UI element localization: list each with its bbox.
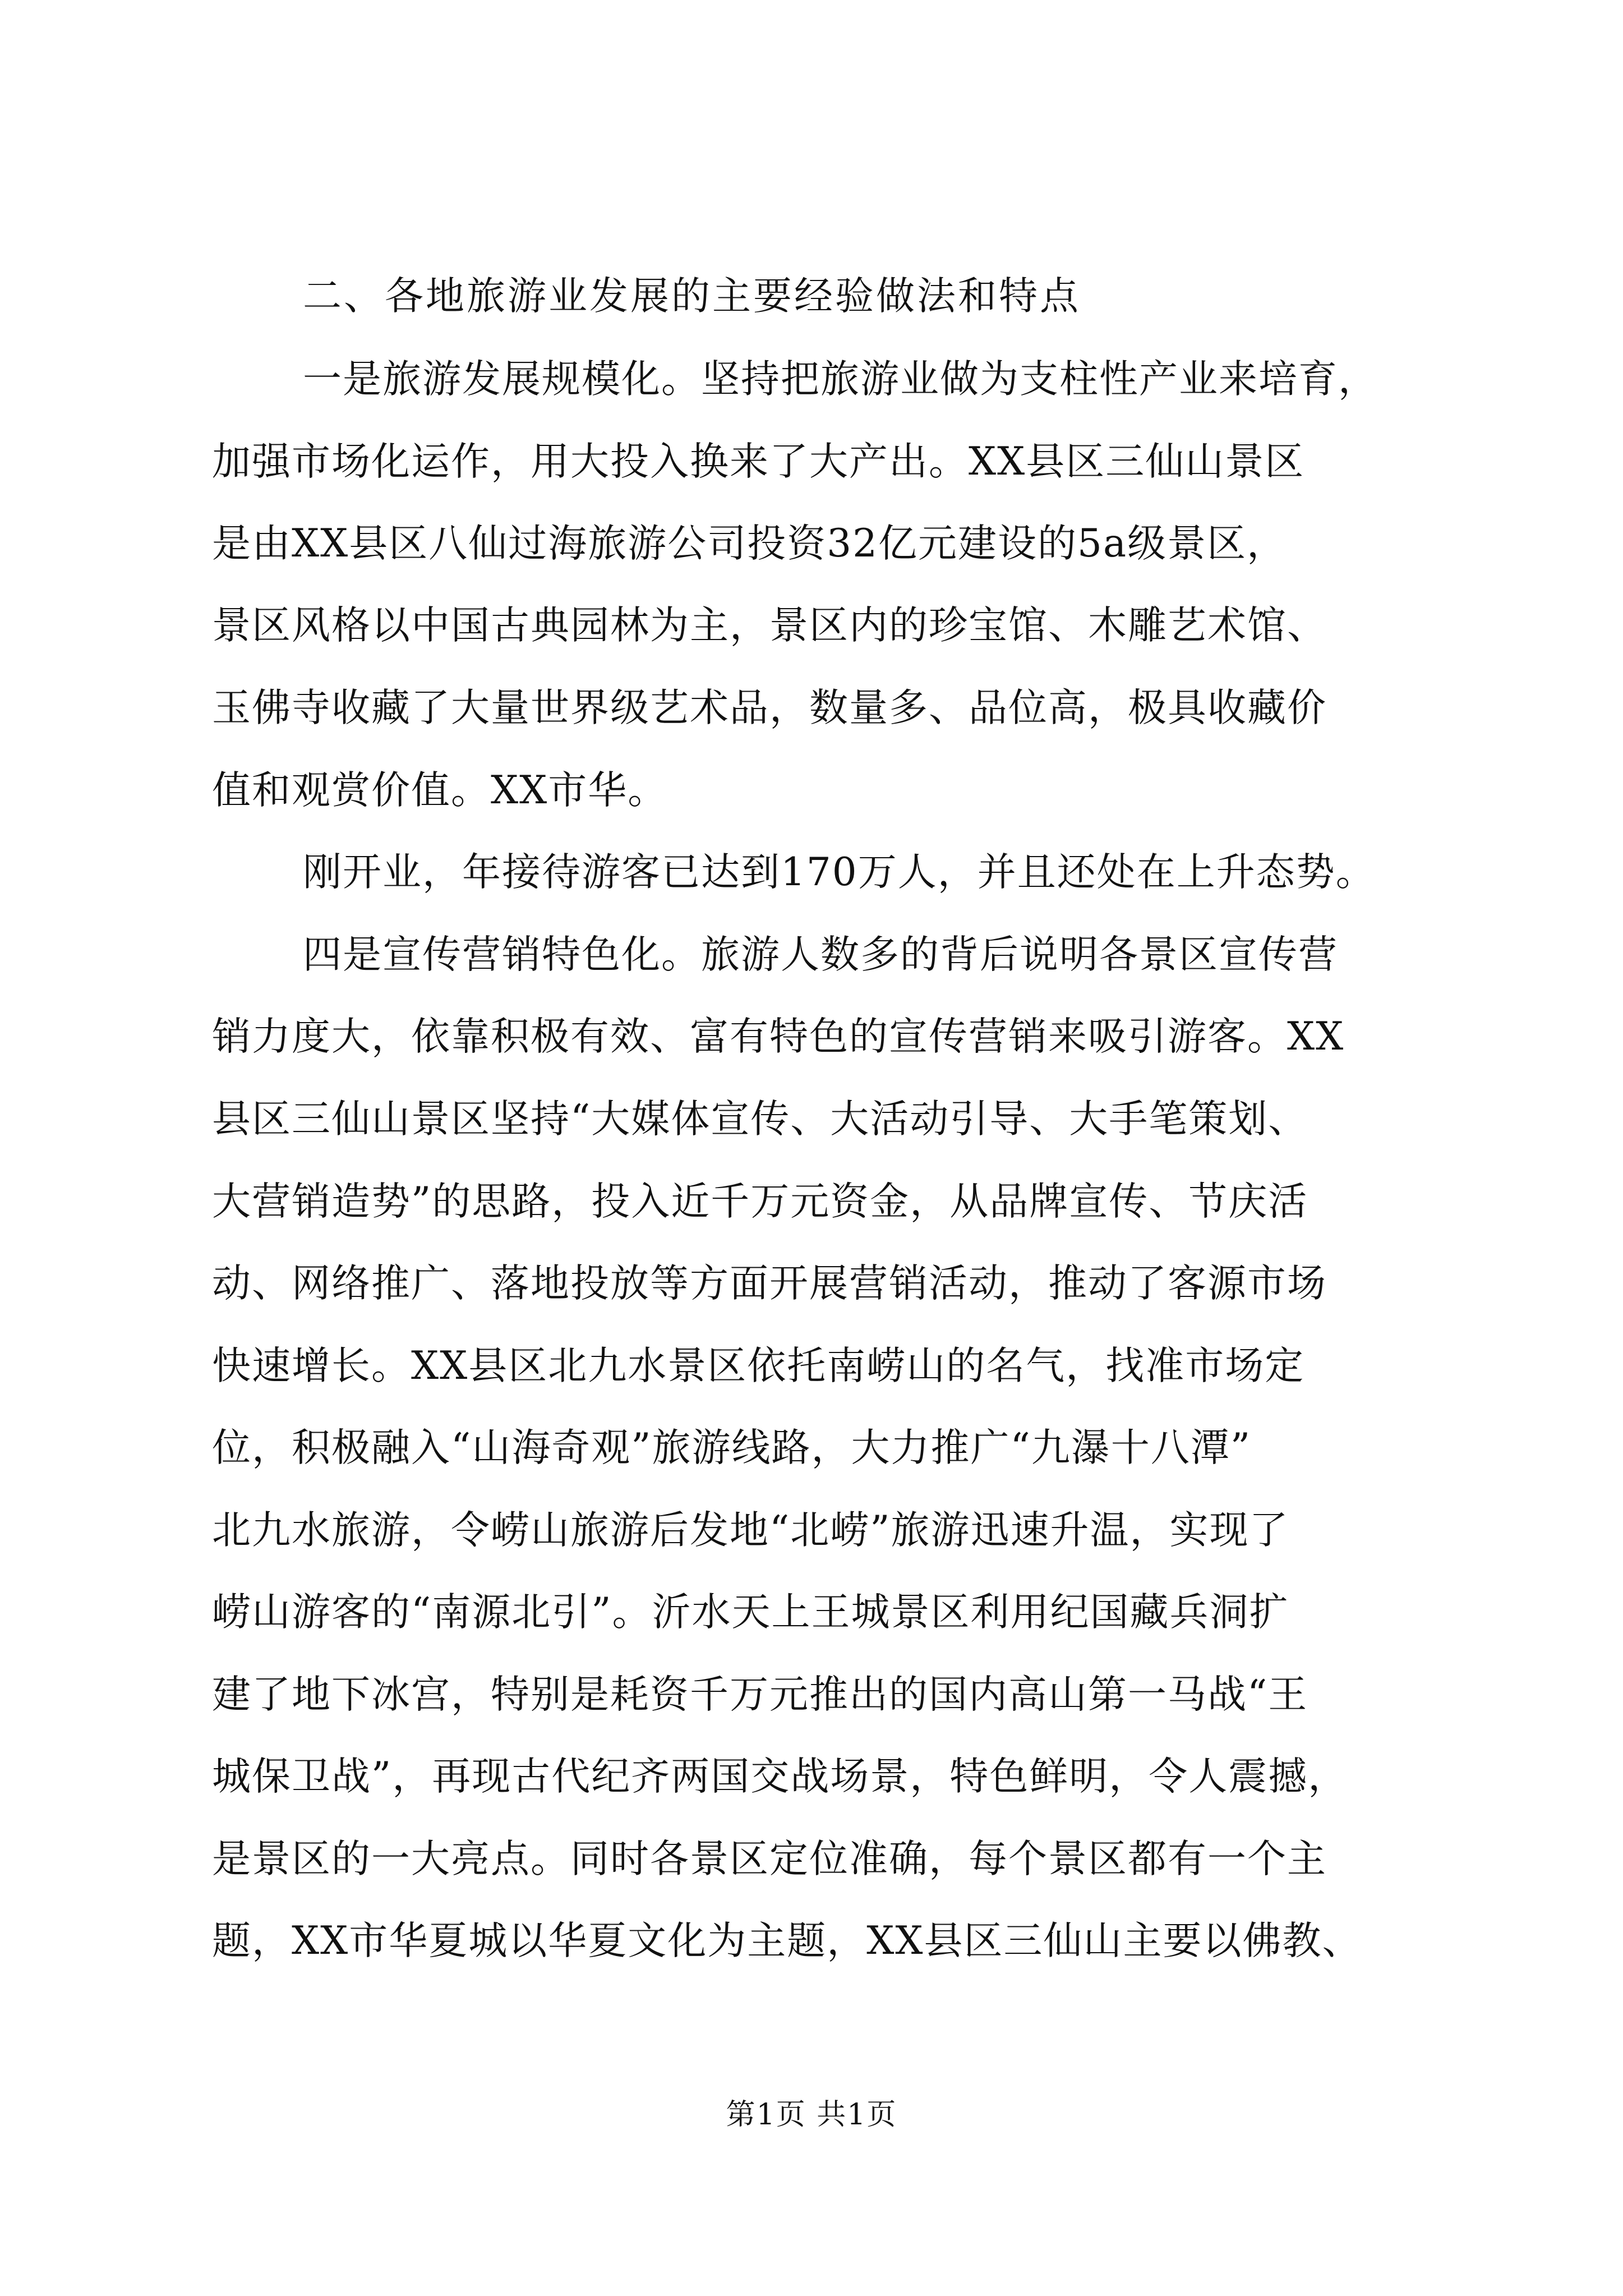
body-line: 建了地下冰宫，特别是耗资千万元推出的国内高山第一马战“王 <box>212 1672 1308 1717</box>
body-line: 销力度大，依靠积极有效、富有特色的宣传营销来吸引游客。XX <box>212 1014 1345 1059</box>
body-line: 位，积极融入“山海奇观”旅游线路，大力推广“九瀑十八潭” <box>212 1425 1252 1470</box>
body-line: 刚开业，年接待游客已达到170万人，并且还处在上升态势。 <box>303 850 1376 895</box>
body-line: 快速增长。XX县区北九水景区依托南崂山的名气，找准市场定 <box>212 1343 1305 1388</box>
body-line: 大营销造势”的思路，投入近千万元资金，从品牌宣传、节庆活 <box>212 1179 1308 1224</box>
body-line: 县区三仙山景区坚持“大媒体宣传、大活动引导、大手笔策划、 <box>212 1097 1308 1142</box>
body-line: 四是宣传营销特色化。旅游人数多的背后说明各景区宣传营 <box>303 932 1338 977</box>
body-line: 崂山游客的“南源北引”。沂水天上王城景区利用纪国藏兵洞扩 <box>212 1590 1289 1635</box>
body-line: 一是旅游发展规模化。坚持把旅游业做为支柱性产业来培育， <box>303 357 1378 402</box>
body-line: 值和观赏价值。XX市华。 <box>212 768 668 813</box>
body-line: 是景区的一大亮点。同时各景区定位准确，每个景区都有一个主 <box>212 1837 1327 1881</box>
body-line: 城保卫战”，再现古代纪齐两国交战场景，特色鲜明，令人震撼， <box>212 1754 1348 1799</box>
body-line: 加强市场化运作，用大投入换来了大产出。XX县区三仙山景区 <box>212 439 1305 484</box>
body-line: 北九水旅游，令崂山旅游后发地“北崂”旅游迅速升温，实现了 <box>212 1508 1289 1553</box>
body-line: 题，XX市华夏城以华夏文化为主题，XX县区三仙山主要以佛教、 <box>212 1918 1362 1963</box>
body-line: 动、网络推广、落地投放等方面开展营销活动，推动了客源市场 <box>212 1261 1327 1306</box>
page-number-footer: 第1页 共1页 <box>726 2098 897 2132</box>
body-line: 是由XX县区八仙过海旅游公司投资32亿元建设的5a级景区， <box>212 521 1287 566</box>
body-line: 景区风格以中国古典园林为主，景区内的珍宝馆、木雕艺术馆、 <box>212 603 1327 648</box>
body-line: 玉佛寺收藏了大量世界级艺术品，数量多、品位高，极具收藏价 <box>212 685 1327 730</box>
section-heading: 二、各地旅游业发展的主要经验做法和特点 <box>303 274 1081 319</box>
